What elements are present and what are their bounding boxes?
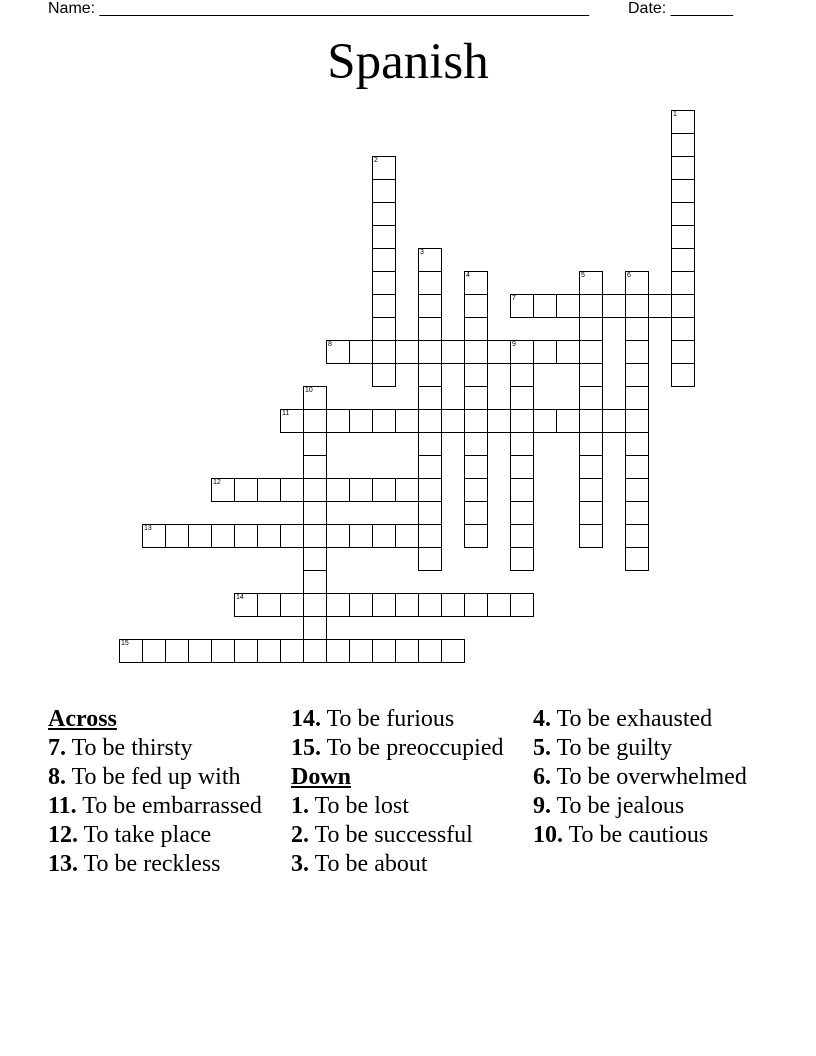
crossword-cell[interactable] <box>671 133 695 157</box>
crossword-cell[interactable] <box>464 593 488 617</box>
crossword-cell[interactable] <box>395 478 419 502</box>
crossword-cell[interactable] <box>625 317 649 341</box>
clue-number: 6. <box>533 764 551 790</box>
crossword-cell[interactable] <box>441 639 465 663</box>
crossword-cell[interactable] <box>418 340 442 364</box>
crossword-cell[interactable] <box>234 593 258 617</box>
clue-text: To be preoccupied <box>321 735 504 761</box>
crossword-cell[interactable] <box>257 593 281 617</box>
crossword-cell[interactable] <box>625 363 649 387</box>
crossword-cell[interactable] <box>671 271 695 295</box>
crossword-cell[interactable] <box>303 455 327 479</box>
crossword-cell[interactable] <box>464 294 488 318</box>
crossword-cell[interactable] <box>303 547 327 571</box>
crossword-cell[interactable] <box>510 363 534 387</box>
crossword-cell[interactable] <box>372 294 396 318</box>
clue-item <box>533 821 768 850</box>
crossword-cell[interactable] <box>303 386 327 410</box>
clue-number: 9. <box>533 793 551 819</box>
clue-item <box>533 734 768 763</box>
crossword-cell[interactable] <box>372 202 396 226</box>
crossword-cell[interactable] <box>464 271 488 295</box>
crossword-cell[interactable] <box>441 593 465 617</box>
crossword-cell[interactable] <box>280 478 304 502</box>
crossword-cell[interactable] <box>280 639 304 663</box>
crossword-cell[interactable] <box>349 340 373 364</box>
date-field-line: Date: _______ <box>628 0 733 17</box>
crossword-cell[interactable] <box>418 409 442 433</box>
crossword-cell[interactable] <box>211 478 235 502</box>
crossword-cell[interactable] <box>487 409 511 433</box>
crossword-cell[interactable] <box>418 639 442 663</box>
crossword-cell[interactable] <box>188 639 212 663</box>
crossword-cell[interactable] <box>510 455 534 479</box>
clue-number: 12. <box>48 822 78 848</box>
crossword-cell[interactable] <box>234 478 258 502</box>
crossword-cell[interactable] <box>579 455 603 479</box>
crossword-cell[interactable] <box>418 455 442 479</box>
clue-item <box>533 792 768 821</box>
clue-number-label: 15 <box>121 640 129 647</box>
crossword-cell[interactable] <box>418 547 442 571</box>
crossword-cell[interactable] <box>556 294 580 318</box>
clue-text: To be jealous <box>551 793 685 819</box>
clue-number-label: 4 <box>466 272 470 279</box>
crossword-cell[interactable] <box>303 616 327 640</box>
clue-number-label: 6 <box>627 272 631 279</box>
down-heading: Down <box>291 764 352 790</box>
crossword-cell[interactable] <box>349 593 373 617</box>
crossword-cell[interactable] <box>579 317 603 341</box>
crossword-cell[interactable] <box>510 294 534 318</box>
crossword-cell[interactable] <box>142 524 166 548</box>
crossword-cell[interactable] <box>142 639 166 663</box>
crossword-cell[interactable] <box>671 294 695 318</box>
crossword-cell[interactable] <box>418 317 442 341</box>
crossword-cell[interactable] <box>418 432 442 456</box>
crossword-cell[interactable] <box>579 386 603 410</box>
crossword-cell[interactable] <box>464 524 488 548</box>
clue-item <box>291 821 526 850</box>
crossword-cell[interactable] <box>579 409 603 433</box>
clue-text: To be fed up with <box>66 764 241 790</box>
crossword-cell[interactable] <box>418 524 442 548</box>
crossword-cell[interactable] <box>257 478 281 502</box>
clue-number-label: 11 <box>282 410 290 417</box>
clues-column-1 <box>48 705 283 879</box>
clue-item <box>291 850 526 879</box>
crossword-cell[interactable] <box>625 478 649 502</box>
crossword-cell[interactable] <box>303 501 327 525</box>
clue-text: To take place <box>78 822 212 848</box>
clue-number: 4. <box>533 706 551 732</box>
clue-number-label: 8 <box>328 341 332 348</box>
clue-number-label: 3 <box>420 249 424 256</box>
crossword-cell[interactable] <box>464 363 488 387</box>
crossword-cell[interactable] <box>671 340 695 364</box>
crossword-cell[interactable] <box>510 478 534 502</box>
crossword-cell[interactable] <box>418 593 442 617</box>
name-field-line: Name: _______________________________________________________ <box>48 0 589 17</box>
crossword-cell[interactable] <box>326 593 350 617</box>
crossword-cell[interactable] <box>464 409 488 433</box>
crossword-cell[interactable] <box>349 478 373 502</box>
clue-item <box>291 705 526 734</box>
crossword-cell[interactable] <box>280 593 304 617</box>
crossword-cell[interactable] <box>625 501 649 525</box>
crossword-cell[interactable] <box>372 156 396 180</box>
crossword-cell[interactable] <box>303 432 327 456</box>
clue-number: 15. <box>291 735 321 761</box>
crossword-cell[interactable] <box>234 639 258 663</box>
crossword-cell[interactable] <box>510 386 534 410</box>
crossword-cell[interactable] <box>671 156 695 180</box>
clue-number: 7. <box>48 735 66 761</box>
crossword-cell[interactable] <box>510 340 534 364</box>
clue-item <box>48 763 283 792</box>
crossword-cell[interactable] <box>418 271 442 295</box>
clue-number: 8. <box>48 764 66 790</box>
clue-number-label: 10 <box>305 387 313 394</box>
crossword-cell[interactable] <box>372 248 396 272</box>
clue-number-label: 12 <box>213 479 221 486</box>
crossword-cell[interactable] <box>303 524 327 548</box>
crossword-cell[interactable] <box>510 409 534 433</box>
crossword-cell[interactable] <box>510 547 534 571</box>
crossword-cell[interactable] <box>441 340 465 364</box>
crossword-cell[interactable] <box>464 478 488 502</box>
crossword-cell[interactable] <box>579 432 603 456</box>
crossword-cell[interactable] <box>372 340 396 364</box>
crossword-cell[interactable] <box>441 409 465 433</box>
crossword-cell[interactable] <box>326 524 350 548</box>
crossword-cell[interactable] <box>579 340 603 364</box>
clue-number: 11. <box>48 793 77 819</box>
clue-item <box>48 734 283 763</box>
crossword-cell[interactable] <box>533 409 557 433</box>
crossword-cell[interactable] <box>464 317 488 341</box>
crossword-cell[interactable] <box>418 248 442 272</box>
crossword-cell[interactable] <box>625 409 649 433</box>
crossword-cell[interactable] <box>556 340 580 364</box>
clue-number-label: 7 <box>512 295 516 302</box>
clue-number: 14. <box>291 706 321 732</box>
clue-text: To be lost <box>309 793 409 819</box>
clue-number-label: 5 <box>581 272 585 279</box>
crossword-cell[interactable] <box>372 593 396 617</box>
crossword-cell[interactable] <box>211 524 235 548</box>
clue-text: To be successful <box>309 822 473 848</box>
crossword-cell[interactable] <box>464 386 488 410</box>
crossword-cell[interactable] <box>395 409 419 433</box>
crossword-cell[interactable] <box>487 340 511 364</box>
crossword-cell[interactable] <box>418 363 442 387</box>
clue-text: To be overwhelmed <box>551 764 747 790</box>
crossword-cell[interactable] <box>303 570 327 594</box>
crossword-cell[interactable] <box>671 317 695 341</box>
crossword-cell[interactable] <box>395 593 419 617</box>
crossword-cell[interactable] <box>326 340 350 364</box>
crossword-cell[interactable] <box>533 294 557 318</box>
clue-number: 3. <box>291 851 309 877</box>
crossword-cell[interactable] <box>418 501 442 525</box>
crossword-cell[interactable] <box>579 501 603 525</box>
crossword-cell[interactable] <box>280 409 304 433</box>
crossword-cell[interactable] <box>326 409 350 433</box>
clue-number-label: 14 <box>236 594 244 601</box>
crossword-cell[interactable] <box>602 294 626 318</box>
crossword-cell[interactable] <box>326 478 350 502</box>
clue-number: 2. <box>291 822 309 848</box>
crossword-cell[interactable] <box>625 524 649 548</box>
crossword-cell[interactable] <box>464 501 488 525</box>
crossword-cell[interactable] <box>602 409 626 433</box>
crossword-cell[interactable] <box>510 432 534 456</box>
crossword-cell[interactable] <box>395 524 419 548</box>
clue-text: To be thirsty <box>66 735 193 761</box>
crossword-cell[interactable] <box>257 524 281 548</box>
crossword-cell[interactable] <box>625 547 649 571</box>
clue-number-label: 2 <box>374 157 378 164</box>
clue-text: To be guilty <box>551 735 673 761</box>
crossword-cell[interactable] <box>464 432 488 456</box>
clue-text: To be cautious <box>563 822 709 848</box>
crossword-cell[interactable] <box>464 455 488 479</box>
crossword-cell[interactable] <box>464 340 488 364</box>
crossword-cell[interactable] <box>671 179 695 203</box>
clue-number: 5. <box>533 735 551 761</box>
crossword-cell[interactable] <box>257 639 281 663</box>
crossword-cell[interactable] <box>671 225 695 249</box>
crossword-cell[interactable] <box>188 524 212 548</box>
crossword-cell[interactable] <box>326 639 350 663</box>
crossword-cell[interactable] <box>165 639 189 663</box>
crossword-cell[interactable] <box>349 639 373 663</box>
crossword-cell[interactable] <box>372 363 396 387</box>
crossword-cell[interactable] <box>418 294 442 318</box>
crossword-cell[interactable] <box>234 524 258 548</box>
crossword-cell[interactable] <box>579 271 603 295</box>
clue-text: To be embarrassed <box>76 793 262 819</box>
crossword-cell[interactable] <box>280 524 304 548</box>
clue-number-label: 13 <box>144 525 152 532</box>
clue-item <box>48 850 283 879</box>
crossword-cell[interactable] <box>510 524 534 548</box>
crossword-cell[interactable] <box>372 639 396 663</box>
clues-column-2 <box>291 705 526 879</box>
clue-text: To be furious <box>321 706 455 732</box>
across-heading: Across <box>48 706 117 732</box>
crossword-cell[interactable] <box>487 593 511 617</box>
crossword-cell[interactable] <box>349 524 373 548</box>
crossword-cell[interactable] <box>211 639 235 663</box>
crossword-cell[interactable] <box>372 271 396 295</box>
crossword-cell[interactable] <box>510 501 534 525</box>
clue-number-label: 1 <box>673 111 677 118</box>
clue-number: 1. <box>291 793 309 819</box>
clue-number: 10. <box>533 822 563 848</box>
crossword-cell[interactable] <box>671 248 695 272</box>
crossword-cell[interactable] <box>625 294 649 318</box>
crossword-cell[interactable] <box>533 340 557 364</box>
crossword-cell[interactable] <box>372 225 396 249</box>
crossword-cell[interactable] <box>372 409 396 433</box>
crossword-cell[interactable] <box>510 593 534 617</box>
crossword-cell[interactable] <box>625 386 649 410</box>
crossword-cell[interactable] <box>671 110 695 134</box>
crossword-cell[interactable] <box>625 455 649 479</box>
crossword-cell[interactable] <box>349 409 373 433</box>
crossword-cell[interactable] <box>372 524 396 548</box>
crossword-cell[interactable] <box>418 478 442 502</box>
crossword-cell[interactable] <box>579 478 603 502</box>
clue-item <box>48 792 283 821</box>
clue-item <box>48 821 283 850</box>
crossword-cell[interactable] <box>579 524 603 548</box>
clue-item <box>533 705 768 734</box>
crossword-cell[interactable] <box>625 340 649 364</box>
clue-text: To be about <box>309 851 428 877</box>
clue-number-label: 9 <box>512 341 516 348</box>
crossword-cell[interactable] <box>579 363 603 387</box>
page-title: Spanish <box>327 34 489 90</box>
clue-item <box>291 792 526 821</box>
clue-text: To be reckless <box>78 851 221 877</box>
crossword-cell[interactable] <box>625 271 649 295</box>
crossword-cell[interactable] <box>303 593 327 617</box>
clue-item <box>291 734 526 763</box>
crossword-cell[interactable] <box>303 409 327 433</box>
crossword-cell[interactable] <box>579 294 603 318</box>
crossword-cell[interactable] <box>303 639 327 663</box>
crossword-cell[interactable] <box>303 478 327 502</box>
clue-number: 13. <box>48 851 78 877</box>
clue-text: To be exhausted <box>551 706 713 732</box>
crossword-cell[interactable] <box>671 202 695 226</box>
crossword-cell[interactable] <box>165 524 189 548</box>
crossword-cell[interactable] <box>395 639 419 663</box>
clue-item <box>533 763 768 792</box>
crossword-cell[interactable] <box>648 294 672 318</box>
crossword-cell[interactable] <box>372 317 396 341</box>
crossword-cell[interactable] <box>625 432 649 456</box>
crossword-cell[interactable] <box>372 478 396 502</box>
crossword-cell[interactable] <box>372 179 396 203</box>
clues-column-3 <box>533 705 768 850</box>
crossword-cell[interactable] <box>418 386 442 410</box>
crossword-cell[interactable] <box>395 340 419 364</box>
crossword-cell[interactable] <box>556 409 580 433</box>
crossword-cell[interactable] <box>119 639 143 663</box>
crossword-cell[interactable] <box>671 363 695 387</box>
